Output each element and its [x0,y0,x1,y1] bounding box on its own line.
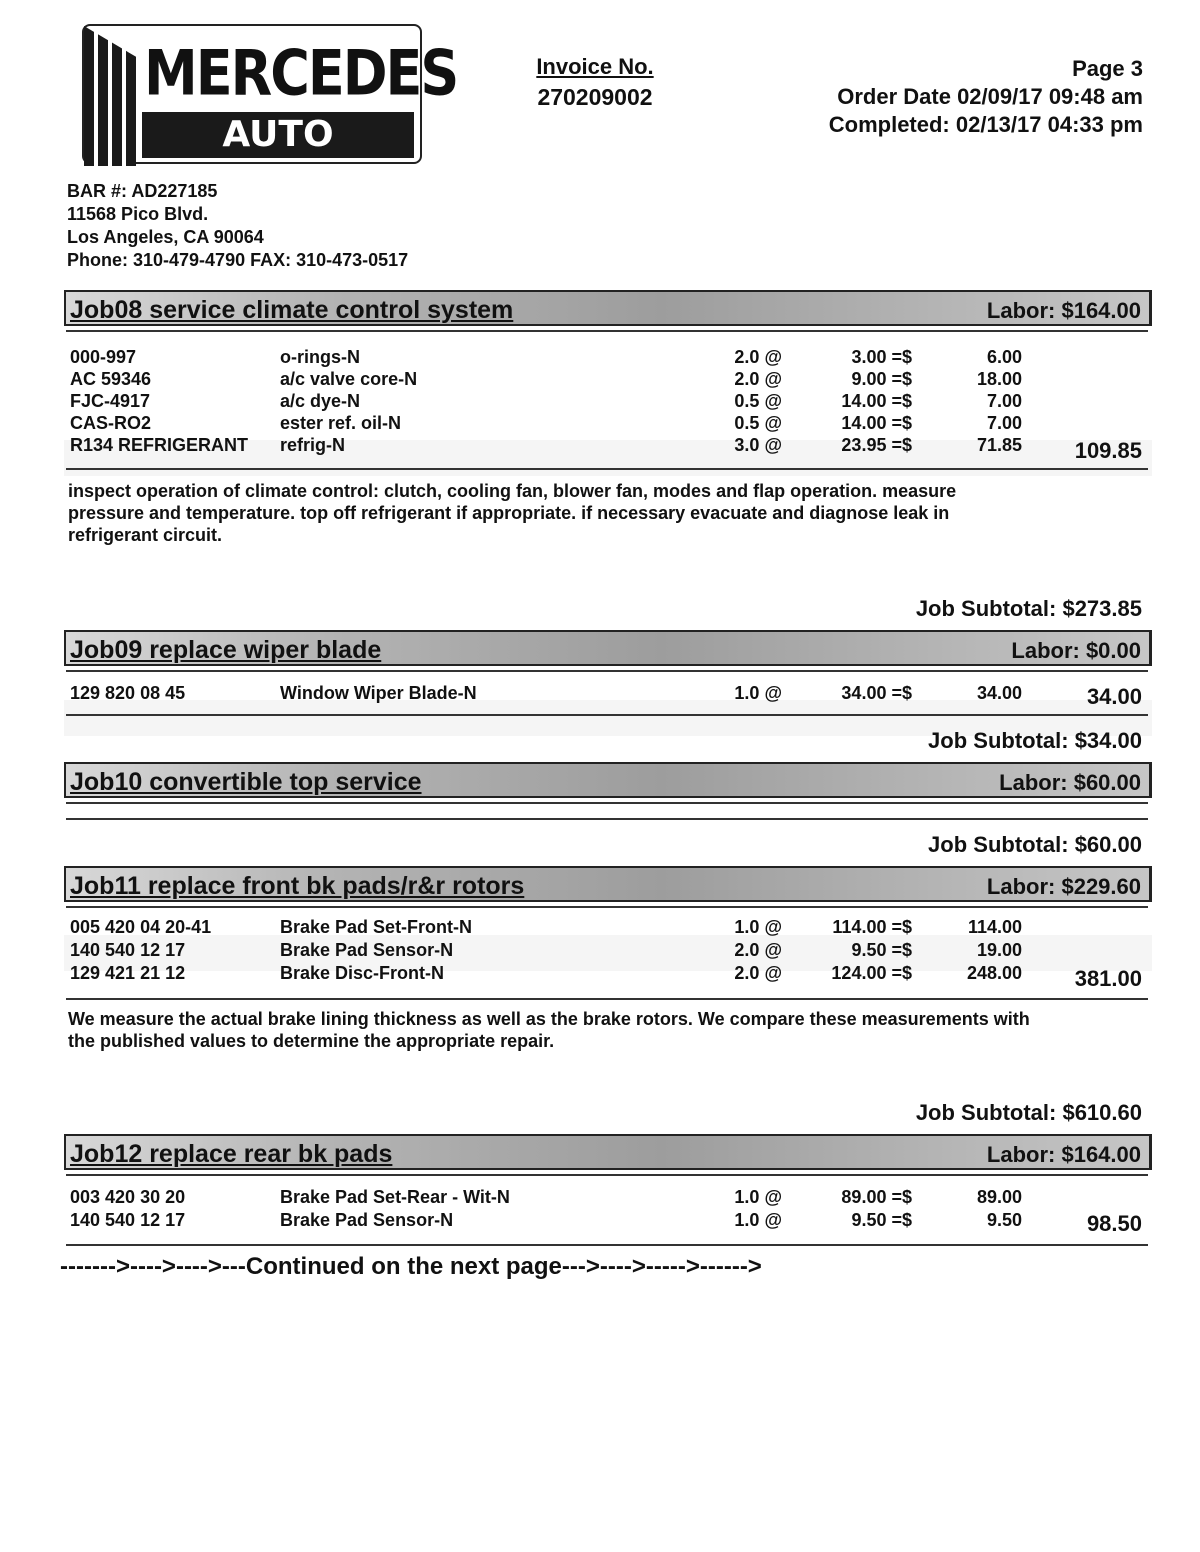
part-row [0,1186,1200,1208]
job-subtotal: Job Subtotal: $60.00 [928,832,1142,857]
part-quantity: 2.0 @ [734,369,782,389]
part-row [0,368,1200,390]
part-row [0,390,1200,412]
part-unit-price: 114.00 =$ [832,917,912,937]
part-description: Brake Pad Sensor-N [280,1210,454,1230]
part-number: CAS-RO2 [70,413,152,433]
logo-title: MERCEDES [144,37,458,110]
part-quantity: 1.0 @ [734,1187,782,1207]
part-description: Brake Pad Set-Front-N [280,917,473,937]
parts-total: 109.85 [1074,438,1142,463]
job-header [64,630,1152,666]
job-labor: Labor: $229.60 [986,874,1141,899]
part-quantity: 0.5 @ [734,391,782,411]
street-address: 11568 Pico Blvd. [67,204,209,224]
divider [66,468,1148,470]
divider [66,330,1148,332]
part-description: o-rings-N [280,347,360,367]
divider [66,1174,1148,1176]
divider [66,670,1148,672]
invoice-number: 270209002 [537,84,653,110]
job-header [64,1134,1152,1170]
part-extended: 248.00 [966,963,1022,983]
order-date: Order Date 02/09/17 09:48 am [837,84,1143,109]
part-number: 005 420 04 20-41 [70,917,212,937]
part-unit-price: 34.00 =$ [841,683,912,703]
job-title: Job09 replace wiper blade [70,636,382,664]
part-extended: 18.00 [976,369,1022,389]
part-number: 003 420 30 20 [70,1187,186,1207]
part-description: a/c valve core-N [280,369,418,389]
part-unit-price: 9.50 =$ [851,1210,912,1230]
part-row [0,346,1200,368]
job-title: Job10 convertible top service [70,768,422,796]
part-quantity: 2.0 @ [734,940,782,960]
part-quantity: 1.0 @ [734,917,782,937]
job-title: Job11 replace front bk pads/r&r rotors [70,872,525,900]
part-row [0,412,1200,434]
part-row [0,682,1200,709]
part-number: 129 820 08 45 [70,683,186,703]
job-subtotal: Job Subtotal: $34.00 [928,728,1142,753]
part-number: 129 421 21 12 [70,963,186,983]
part-description: Brake Disc-Front-N [280,963,445,983]
parts-total: 381.00 [1074,966,1142,991]
part-row [0,939,1200,961]
part-extended: 7.00 [986,391,1022,411]
part-number: 000-997 [70,347,137,367]
job-note [68,1008,1148,1052]
part-description: refrig-N [280,435,346,455]
completed-date: Completed: 02/13/17 04:33 pm [828,112,1143,137]
part-quantity: 1.0 @ [734,683,782,703]
logo-stripes-icon [84,26,136,166]
job-title: Job12 replace rear bk pads [70,1140,393,1168]
part-row [0,916,1200,938]
part-unit-price: 9.50 =$ [851,940,912,960]
part-extended: 7.00 [986,413,1022,433]
job-subtotal: Job Subtotal: $610.60 [915,1100,1142,1125]
part-unit-price: 9.00 =$ [851,369,912,389]
part-description: ester ref. oil-N [280,413,402,433]
logo-subtitle: AUTO SERVICE [142,112,414,158]
part-description: Window Wiper Blade-N [280,683,477,703]
part-extended: 6.00 [986,347,1022,367]
note-line: refrigerant circuit. [68,525,223,545]
part-quantity: 1.0 @ [734,1210,782,1230]
part-extended: 19.00 [976,940,1022,960]
phone-fax: Phone: 310-479-4790 FAX: 310-473-0517 [67,250,409,270]
part-description: Brake Pad Sensor-N [280,940,454,960]
bar-number: BAR #: AD227185 [67,181,218,201]
part-quantity: 0.5 @ [734,413,782,433]
parts-total: 98.50 [1086,1211,1142,1236]
part-extended: 114.00 [967,917,1022,937]
part-unit-price: 124.00 =$ [831,963,912,983]
part-extended: 34.00 [976,683,1022,703]
part-extended: 89.00 [976,1187,1022,1207]
part-unit-price: 3.00 =$ [851,347,912,367]
part-unit-price: 14.00 =$ [841,413,912,433]
part-unit-price: 23.95 =$ [841,435,912,455]
part-number: 140 540 12 17 [70,940,186,960]
divider [66,1244,1148,1246]
job-header [64,866,1152,902]
part-number: R134 REFRIGERANT [70,435,249,455]
invoice-label: Invoice No. [536,54,654,79]
divider [66,906,1148,908]
note-line: inspect operation of climate control: clutch, cooling fan, blower fan, modes and flap operation. measure [68,481,957,501]
part-number: 140 540 12 17 [70,1210,186,1230]
divider [66,998,1148,1000]
page-number: Page 3 [1072,56,1143,81]
job-labor: Labor: $164.00 [986,1142,1141,1167]
note-line: pressure and temperature. top off refrigerant if appropriate. if necessary evacuate and diagnose leak in [68,503,950,523]
job-title: Job08 service climate control system [70,296,514,324]
part-unit-price: 89.00 =$ [841,1187,912,1207]
part-quantity: 3.0 @ [734,435,782,455]
divider [66,714,1148,716]
job-header [64,290,1152,326]
job-header [64,762,1152,798]
note-line: We measure the actual brake lining thickness as well as the brake rotors. We compare these measurements with [68,1009,1030,1029]
part-row [0,434,1200,463]
part-description: a/c dye-N [280,391,361,411]
shop-address [67,180,408,272]
part-number: FJC-4917 [70,391,151,411]
part-unit-price: 14.00 =$ [841,391,912,411]
part-description: Brake Pad Set-Rear - Wit-N [280,1187,510,1207]
order-meta [829,55,1143,139]
note-line: the published values to determine the appropriate repair. [68,1031,555,1051]
part-row [0,962,1200,991]
part-extended: 71.85 [976,435,1022,455]
divider [66,802,1148,804]
part-quantity: 2.0 @ [734,963,782,983]
job-note [68,480,1148,546]
divider [66,818,1148,820]
city-state-zip: Los Angeles, CA 90064 [67,227,264,247]
job-labor: Labor: $164.00 [986,298,1141,323]
part-extended: 9.50 [986,1210,1022,1230]
invoice-block [480,52,710,112]
job-labor: Labor: $0.00 [1011,638,1141,663]
job-labor: Labor: $60.00 [999,770,1141,795]
parts-total: 34.00 [1086,684,1142,709]
part-number: AC 59346 [70,369,152,389]
continued-notice: ------->---->---->---Continued on the next page--->---->----->------> [60,1253,762,1280]
job-subtotal: Job Subtotal: $273.85 [915,596,1142,621]
part-row [0,1209,1200,1236]
part-quantity: 2.0 @ [734,347,782,367]
